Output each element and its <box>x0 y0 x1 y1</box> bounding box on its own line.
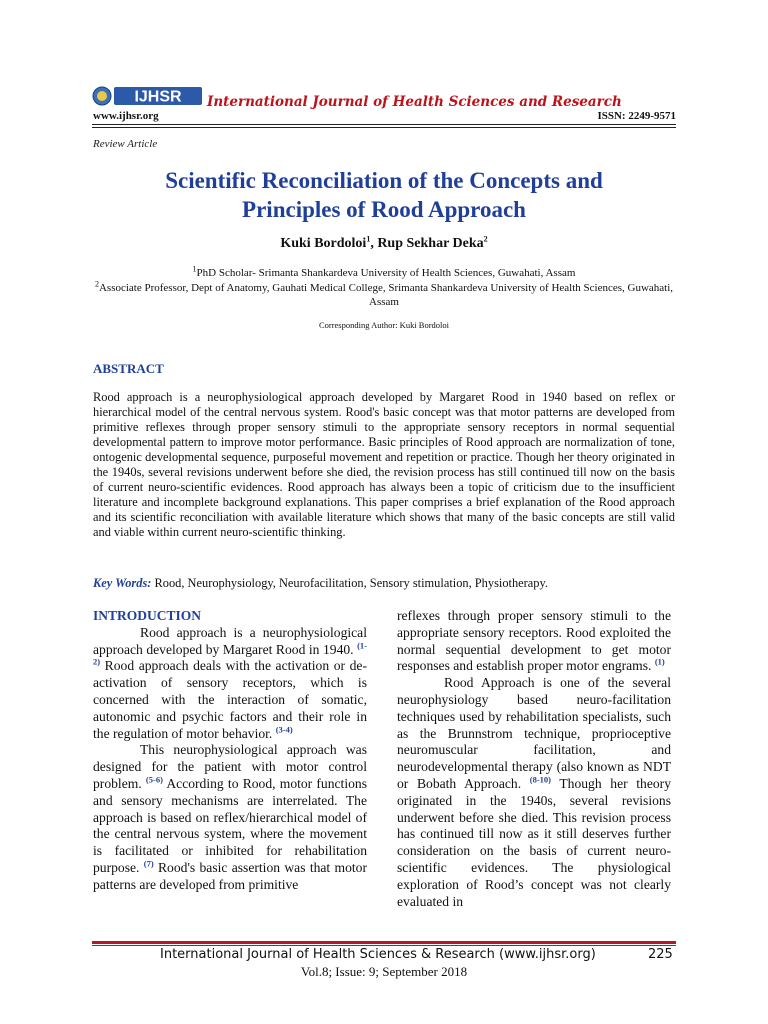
author-1-affil: 1 <box>366 234 371 244</box>
author-list <box>92 236 676 252</box>
article-type: Review Article <box>93 138 158 150</box>
journal-website[interactable]: www.ijhsr.org <box>93 110 159 122</box>
journal-logo <box>92 84 204 108</box>
intro-paragraph-1 <box>93 625 367 743</box>
title-line-1: Scientific Reconciliation of the Concepts and <box>165 168 603 193</box>
citation[interactable]: (3-4) <box>275 724 293 735</box>
citation[interactable]: (1-2) <box>93 640 367 667</box>
citation[interactable]: (1) <box>654 656 665 667</box>
citation[interactable]: (8-10) <box>529 774 551 785</box>
author-2-affil: 2 <box>483 234 488 244</box>
affiliation-1-mark: 1 <box>192 264 197 274</box>
author-1: Kuki Bordoloi <box>280 236 367 251</box>
footer-journal: International Journal of Health Sciences & Research (www.ijhsr.org) <box>160 947 596 962</box>
keywords <box>93 576 548 591</box>
header-rule <box>92 124 676 125</box>
intro-paragraph-2 <box>93 742 367 893</box>
affiliation-2 <box>92 281 676 309</box>
text-run: Rood Approach is one of the several neurophysiology based neuro-facilitation techniques used by rehabilitation specialists, such as the Brunnstrom technique, proprioceptive neuromuscular facilitation, and neurodevelopmental therapy (also known as NDT or Bobath Approach. <box>397 675 671 791</box>
text-run: According to Rood, motor functions and sensory mechanisms are interrelated. The approach is based on reflex/hierarchical model of the central nervous system, where the movement is facilitated or inhibited for rehabilitation purpose. <box>93 775 367 875</box>
affiliation-2-mark: 2 <box>94 279 99 289</box>
citation[interactable]: (5-6) <box>145 774 163 785</box>
corresponding-author: Corresponding Author: Kuki Bordoloi <box>318 320 450 330</box>
intro-paragraph-3 <box>397 675 671 910</box>
introduction-heading: INTRODUCTION <box>93 608 202 623</box>
text-run: Rood approach is a neurophysiological approach developed by Margaret Rood in 1940. <box>93 624 367 657</box>
author-2: Rup Sekhar Deka <box>377 236 484 251</box>
issn: ISSN: 2249-9571 <box>597 110 676 122</box>
affiliation-2-text: Associate Professor, Dept of Anatomy, Gauhati Medical College, Srimanta Shankardeva University of Health Sciences, Guwahati, Assam <box>98 282 674 308</box>
title-line-2: Principles of Rood Approach <box>242 197 526 222</box>
page-number: 225 <box>648 947 673 962</box>
citation[interactable]: (7) <box>143 858 154 869</box>
keywords-text: Rood, Neurophysiology, Neurofacilitation, Sensory stimulation, Physiotherapy. <box>151 576 548 590</box>
text-run: Though her theory originated in the 1940s, several revisions underwent before she died. This revision process has continued till now as it still deserves further consideration on the basis of current neuro-scientific evidences. The physiological exploration of Rood’s concept was not clearly evaluated in <box>397 775 671 909</box>
author-separator: , <box>370 236 378 251</box>
intro-paragraph-2-continued <box>397 608 671 675</box>
text-run: reflexes through proper sensory stimuli to the appropriate sensory receptors. Rood exploited the normal sequential development to get motor responses and establish proper motor engrams. <box>397 608 671 674</box>
header-rule-thin <box>92 127 676 128</box>
abstract-body: Rood approach is a neurophysiological approach developed by Margaret Rood in 1940 based on reflex or hierarchical model of the central nervous system. Rood's basic concept was that motor patterns are developed from primitive reflexes through proper sensory stimuli to the appropriate sensory receptors in normal sequential developmental pattern to improve motor performance. Basic principles of Rood approach are normalization of tone, ontogenic developmental sequence, purposeful movement and repetition or practice. Though her theory originated in the 1940s, several revisions underwent before she died, the revision process has still continued till now on the basis of current neuro-scientific evidences. Rood approach has always been a topic of criticism due to the insufficient literature and incomplete background explanations. This paper comprises a brief explanation of the Rood approach and its scientific reconciliation with available literature which shows that many of the basic concepts are still valid and viable within current neuro-scientific thinking. <box>93 390 675 539</box>
journal-name: International Journal of Health Sciences and Research <box>207 94 622 110</box>
text-run: Rood's basic assertion was that motor patterns are developed from primitive <box>93 859 367 892</box>
affiliation-1 <box>92 266 676 280</box>
footer-rule <box>92 941 676 944</box>
text-run: Rood approach deals with the activation or de-activation of sensory receptors, which is concerned with the interaction of somatic, autonomic and psychic factors and their role in the regulation of motor behavior. <box>93 658 367 741</box>
footer-volume: Vol.8; Issue: 9; September 2018 <box>300 964 468 979</box>
text-run: This neurophysiological approach was designed for the patient with motor control problem. <box>93 742 367 791</box>
article-title <box>92 166 676 224</box>
abstract-heading: ABSTRACT <box>93 361 164 376</box>
affiliation-1-text: PhD Scholar- Srimanta Shankardeva University of Health Sciences, Guwahati, Assam <box>196 267 576 279</box>
column-right <box>397 608 671 910</box>
keywords-label: Key Words: <box>93 576 152 590</box>
footer-rule-thin <box>92 945 676 946</box>
column-left <box>93 608 367 894</box>
logo-text: IJHSR <box>134 88 182 106</box>
